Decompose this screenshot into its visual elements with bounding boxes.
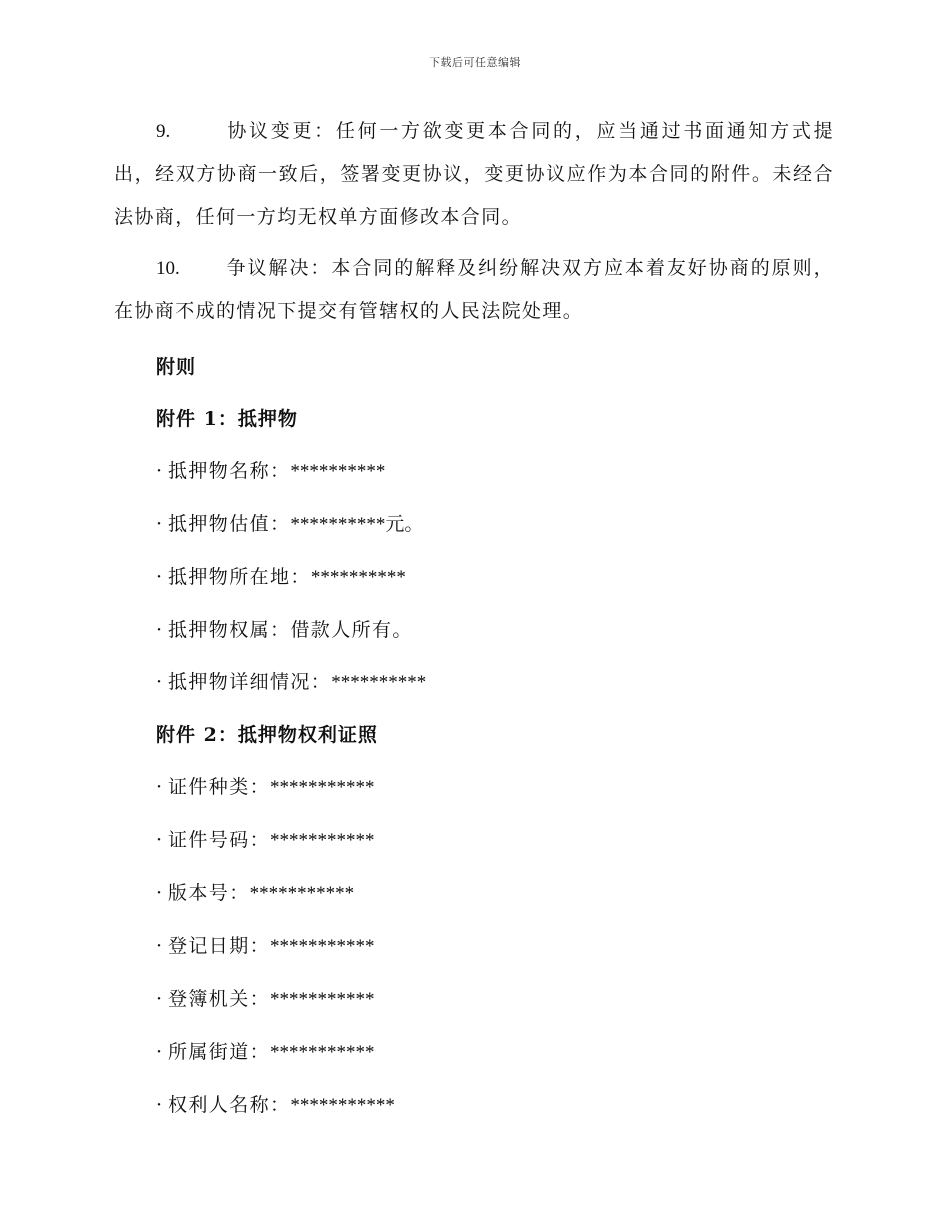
annex-1-heading: 附件 1：抵押物 — [156, 408, 298, 430]
bullet-icon: · — [156, 776, 164, 798]
item-value: *********** — [270, 830, 375, 851]
annex-2-heading: 附件 2：抵押物权利证照 — [156, 724, 378, 746]
clause-number: 10. — [156, 258, 180, 279]
bullet-icon: · — [156, 829, 164, 851]
annex-2-item — [114, 867, 834, 920]
clause-text: 争议解决：本合同的解释及纠纷解决双方应本着友好协商的原则，在协商不成的情况下提交有管辖权的人民法院处理。 — [114, 257, 834, 322]
item-label: 抵押物详细情况： — [168, 671, 332, 693]
item-value: *********** — [270, 989, 375, 1010]
annex-1-item — [114, 498, 834, 551]
bullet-icon: · — [156, 1094, 164, 1116]
bullet-icon: · — [156, 671, 164, 693]
bullet-icon: · — [156, 566, 164, 588]
item-value: ********** — [310, 567, 406, 588]
annex-2-item — [114, 920, 834, 973]
bullet-icon: · — [156, 513, 164, 535]
clause-10 — [114, 247, 834, 333]
item-label: 抵押物所在地： — [168, 566, 311, 588]
item-value: *********** — [270, 1042, 375, 1063]
supplementary-heading: 附则 — [156, 356, 197, 378]
bullet-icon: · — [156, 988, 164, 1010]
item-value: ********** — [331, 672, 427, 693]
clause-text: 协议变更：任何一方欲变更本合同的，应当通过书面通知方式提出，经双方协商一致后，签署变更协议，变更协议应作为本合同的附件。未经合法协商，任何一方均无权单方面修改本合同。 — [114, 120, 834, 228]
item-label: 证件号码： — [168, 829, 271, 851]
item-value: *********** — [290, 1095, 395, 1116]
annex-2-item — [114, 1079, 834, 1132]
bullet-icon: · — [156, 460, 164, 482]
item-label: 抵押物名称： — [168, 460, 291, 482]
annex-2-item — [114, 1026, 834, 1079]
item-value: *********** — [270, 936, 375, 957]
page-header: 下载后可任意编辑 — [429, 56, 521, 69]
item-label: 抵押物估值： — [168, 513, 291, 535]
annex-2-item — [114, 973, 834, 1026]
item-label: 抵押物权属： — [168, 619, 291, 641]
item-label: 登簿机关： — [168, 988, 271, 1010]
annex-2-item — [114, 761, 834, 814]
clause-9 — [114, 110, 834, 239]
item-label: 权利人名称： — [168, 1094, 291, 1116]
item-value: **********元。 — [290, 514, 424, 535]
annex-1-item — [114, 604, 834, 656]
document-body — [114, 110, 834, 1132]
item-value: *********** — [249, 883, 355, 904]
annex-2-item — [114, 814, 834, 867]
bullet-icon: · — [156, 882, 164, 904]
annex-1-item — [114, 445, 834, 498]
item-value: ********** — [290, 461, 386, 482]
item-label: 所属街道： — [168, 1041, 271, 1063]
item-label: 登记日期： — [168, 935, 271, 957]
bullet-icon: · — [156, 935, 164, 957]
bullet-icon: · — [156, 1041, 164, 1063]
annex-1-item — [114, 551, 834, 604]
item-label: 证件种类： — [168, 776, 271, 798]
item-value: *********** — [270, 777, 375, 798]
item-label: 版本号： — [168, 882, 250, 904]
item-value: 借款人所有。 — [290, 619, 413, 641]
bullet-icon: · — [156, 619, 164, 641]
clause-number: 9. — [156, 121, 171, 142]
annex-1-item — [114, 656, 834, 709]
